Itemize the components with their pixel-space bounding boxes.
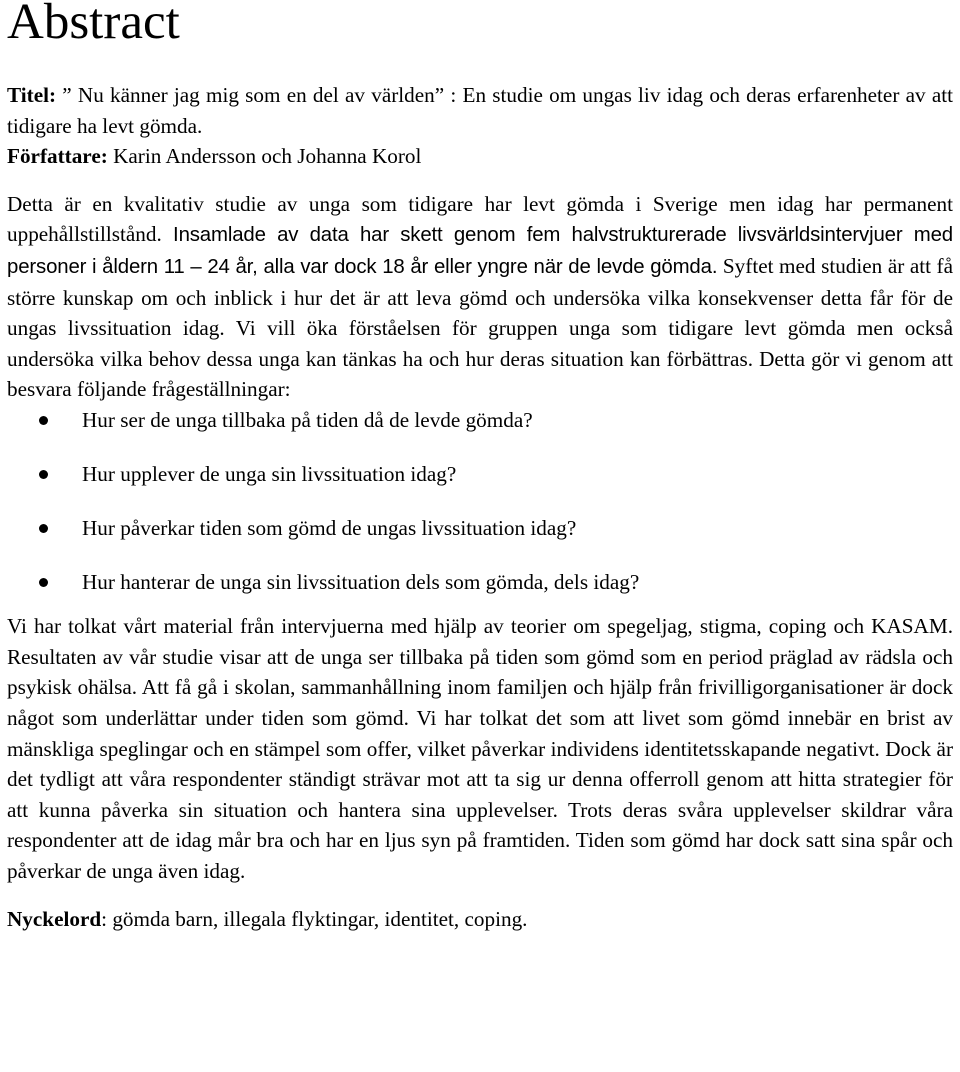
title-line bbox=[7, 80, 953, 141]
keywords-label: Nyckelord bbox=[7, 906, 102, 931]
bullet-icon bbox=[39, 578, 48, 587]
list-item bbox=[7, 405, 953, 436]
keywords-line bbox=[7, 904, 953, 935]
authors-line bbox=[7, 141, 953, 172]
results-paragraph: Vi har tolkat vårt material från intervjuerna med hjälp av teorier om spegeljag, stigma, coping och KASAM. Resultaten av vår studie visar att de unga ser tillbaka på tiden som gömd som en period präglad av rädsla och psykisk ohälsa. Att få gå i skolan, sammanhållning inom familjen och hjälp från frivilligorganisationer är dock något som underlättar under tiden som gömd. Vi har tolkat det som att livet som gömd innebär en brist av mänskliga speglingar och en stämpel som offer, vilket påverkar individens identitetsskapande negativt. Dock är det tydligt att våra respondenter ständigt strävar mot att ta sig ur denna offerroll genom att hitta strategier för att kunna påverka sin situation och hantera sina upplevelser. Trots deras svåra upplevelser skildrar våra respondenter att de idag mår bra och har en ljus syn på framtiden. Tiden som gömd har dock satt sina spår och påverkar de unga även idag. bbox=[7, 614, 953, 883]
abstract-method: Insamlade av data har skett genom fem halvstrukturerade livsvärldsintervjuer med personer i åldern 11 – 24 år, alla var dock 18 år eller yngre när de levde gömda. bbox=[7, 224, 953, 278]
list-item bbox=[7, 459, 953, 490]
research-questions-list bbox=[7, 405, 953, 597]
question-text: Hur upplever de unga sin livssituation idag? bbox=[82, 461, 457, 486]
document-page bbox=[7, 0, 953, 934]
keywords-text: : gömda barn, illegala flyktingar, identitet, coping. bbox=[101, 906, 528, 931]
authors-text: Karin Andersson och Johanna Korol bbox=[107, 144, 422, 169]
abstract-paragraph bbox=[7, 189, 953, 405]
question-text: Hur hanterar de unga sin livssituation dels som gömda, dels idag? bbox=[82, 569, 640, 594]
authors-label: Författare: bbox=[7, 144, 108, 169]
title-label: Titel: bbox=[7, 83, 57, 107]
question-text: Hur påverkar tiden som gömd de ungas livssituation idag? bbox=[82, 515, 577, 540]
abstract-intro: Detta är en kvalitativ studie av unga som tidigare har levt gömda i Sverige men idag har permanent uppehållstillstånd. bbox=[7, 191, 953, 247]
spacer bbox=[7, 887, 953, 904]
question-text: Hur ser de unga tillbaka på tiden då de levde gömda? bbox=[82, 407, 533, 432]
abstract-purpose: Syftet med studien är att få större kunskap om och inblick i hur det är att leva gömd och undersöka vilka konsekvenser detta får för de ungas livssituation idag. Vi vill öka förståelsen för gruppen unga som tidigare levt gömda men också undersöka vilka behov dessa unga kan tänkas ha och hur deras situation kan förbättras. Detta gör vi genom att besvara följande frågeställningar: bbox=[7, 253, 954, 402]
list-item bbox=[7, 567, 953, 598]
title-text: ” Nu känner jag mig som en del av världen” : En studie om ungas liv idag och deras erfarenheter av att tidigare ha levt gömda. bbox=[7, 83, 953, 138]
spacer bbox=[7, 172, 953, 189]
bullet-icon bbox=[39, 470, 48, 479]
list-item bbox=[7, 513, 953, 544]
page-title: Abstract bbox=[7, 0, 180, 50]
bullet-icon bbox=[39, 416, 48, 425]
bullet-icon bbox=[39, 524, 48, 533]
